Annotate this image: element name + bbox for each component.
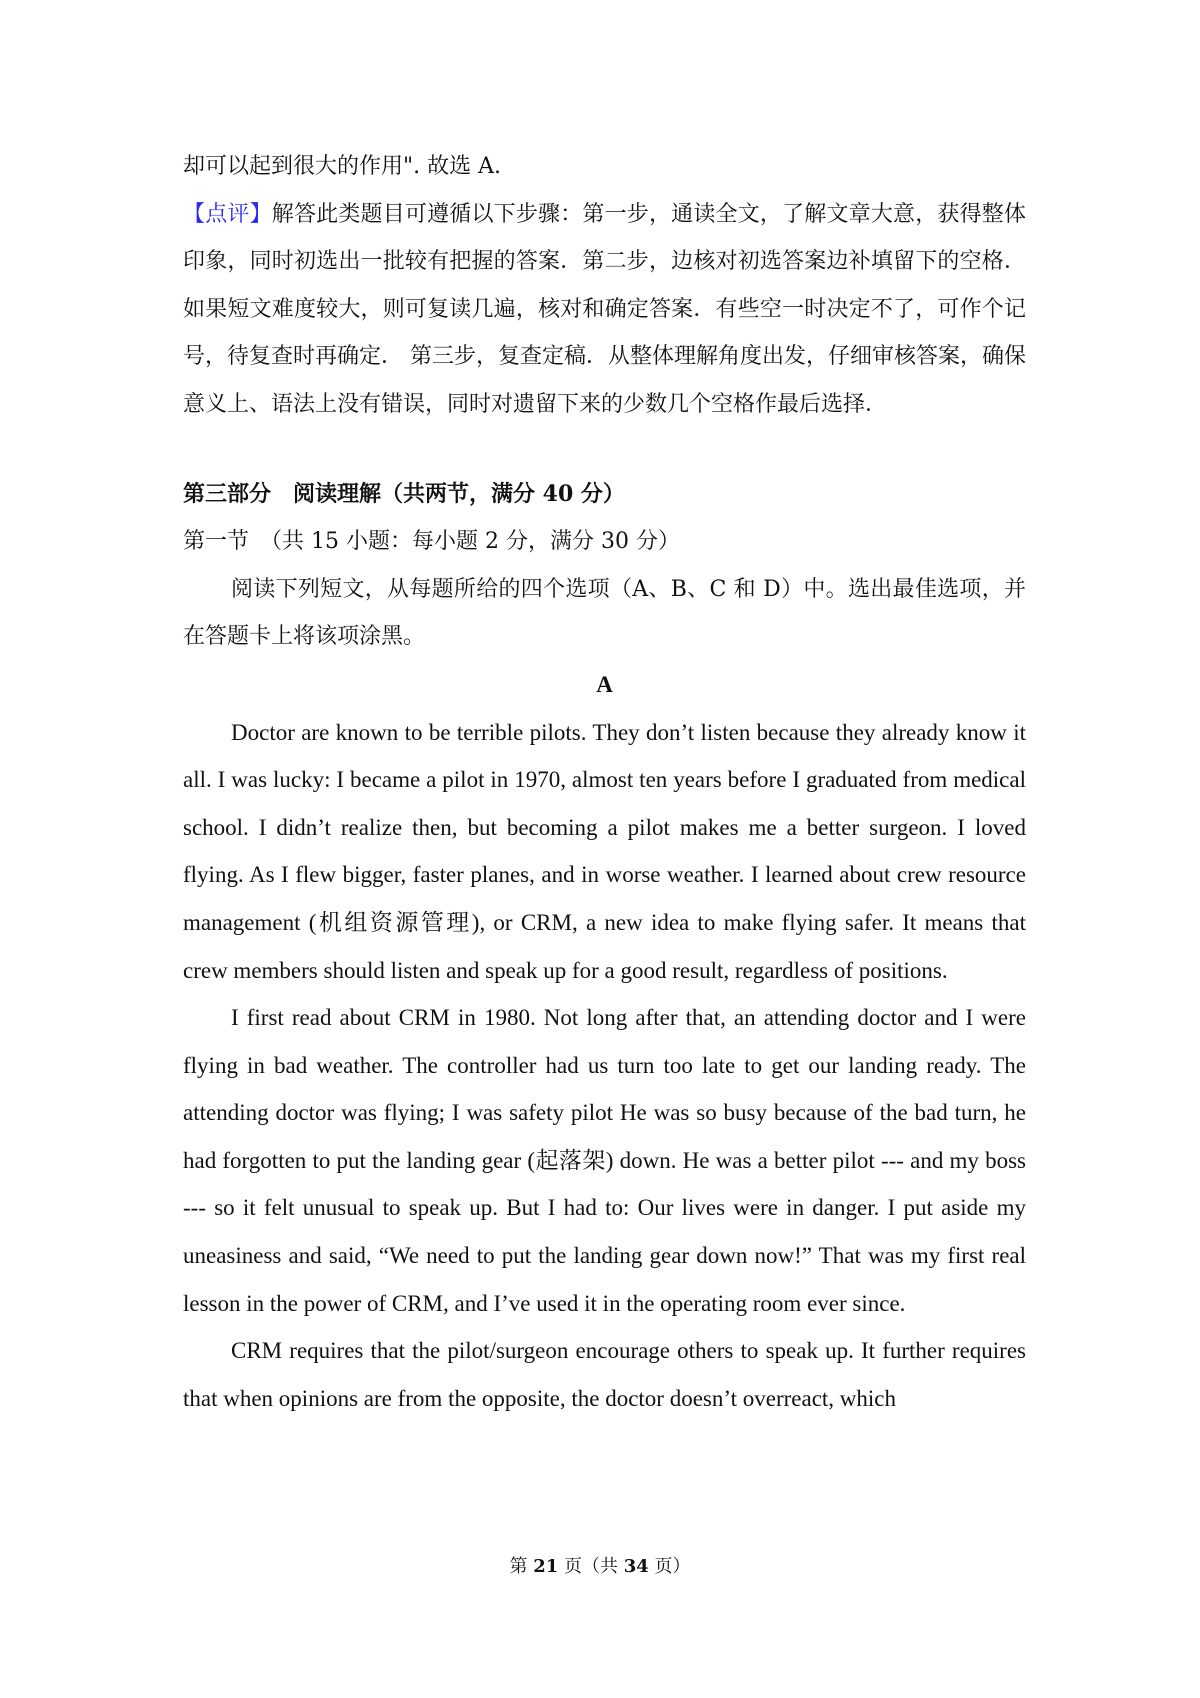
comment-text: 解答此类题目可遵循以下步骤：第一步，通读全文，了解文章大意，获得整体印象，同时初选出一批较有把握的答案．第二步，边核对初选答案边补填留下的空格．如果短文难度较大，则可复读几遍，核对和确定答案．有些空一时决定不了，可作个记号，待复查时再确定． 第三步，复查定稿．从整体理解角度出发，仔细审核答案，确保意义上、语法上没有错误，同时对遗留下来的少数几个空格作最后选择． [183, 201, 1026, 417]
footer-suffix: 页） [648, 1556, 691, 1577]
footer-page-number: 21 [533, 1556, 559, 1577]
footer-middle: 页（共 [558, 1556, 624, 1577]
instructions: 阅读下列短文，从每题所给的四个选项（A、B、C 和 D）中。选出最佳选项，并在答题卡上将该项涂黑。 [183, 576, 1026, 650]
footer-total-pages: 34 [623, 1556, 649, 1577]
section-title: 第三部分 阅读理解（共两节，满分 40 分） [183, 480, 625, 507]
passage-paragraph: Doctor are known to be terrible pilots. They don’t listen because they already know it all. I was lucky: I became a pilot in 1970, almost ten years before I graduated from medical school. I didn’t realize then, but becoming a pilot makes me a better surgeon. I loved flying. As I flew bigger, faster planes, and in worse weather. I learned about crew resource management (机组资源管理), or CRM, a new idea to make flying safer. It means that crew members should listen and speak up for a good result, regardless of positions. [183, 719, 1026, 983]
document-body [183, 143, 1026, 1422]
passage-paragraph: CRM requires that the pilot/surgeon encourage others to speak up. It further requires that when opinions are from the opposite, the doctor doesn’t overreact, which [183, 1338, 1026, 1411]
passage-label: A [596, 671, 613, 697]
passage-paragraph: I first read about CRM in 1980. Not long after that, an attending doctor and I were flying in bad weather. The controller had us turn too late to get our landing ready. The attending doctor was flying; I was safety pilot He was so busy because of the bad turn, he had forgotten to put the landing gear (起落架) down. He was a better pilot --- and my boss --- so it felt unusual to speak up. But I had to: Our lives were in danger. I put aside my uneasiness and said, “We need to put the landing gear down now!” That was my first real lesson in the power of CRM, and I’ve used it in the operating room ever since. [183, 1005, 1026, 1316]
comment-paragraph [183, 191, 1026, 429]
previous-explanation-end: 却可以起到很大的作用". 故选 A. [183, 154, 501, 179]
subsection-title: 第一节 （共 15 小题：每小题 2 分，满分 30 分） [183, 529, 680, 555]
footer-prefix: 第 [509, 1556, 534, 1577]
page-footer [0, 1554, 1200, 1580]
section-gap [183, 429, 1026, 471]
comment-tag: 【点评】 [183, 201, 272, 227]
